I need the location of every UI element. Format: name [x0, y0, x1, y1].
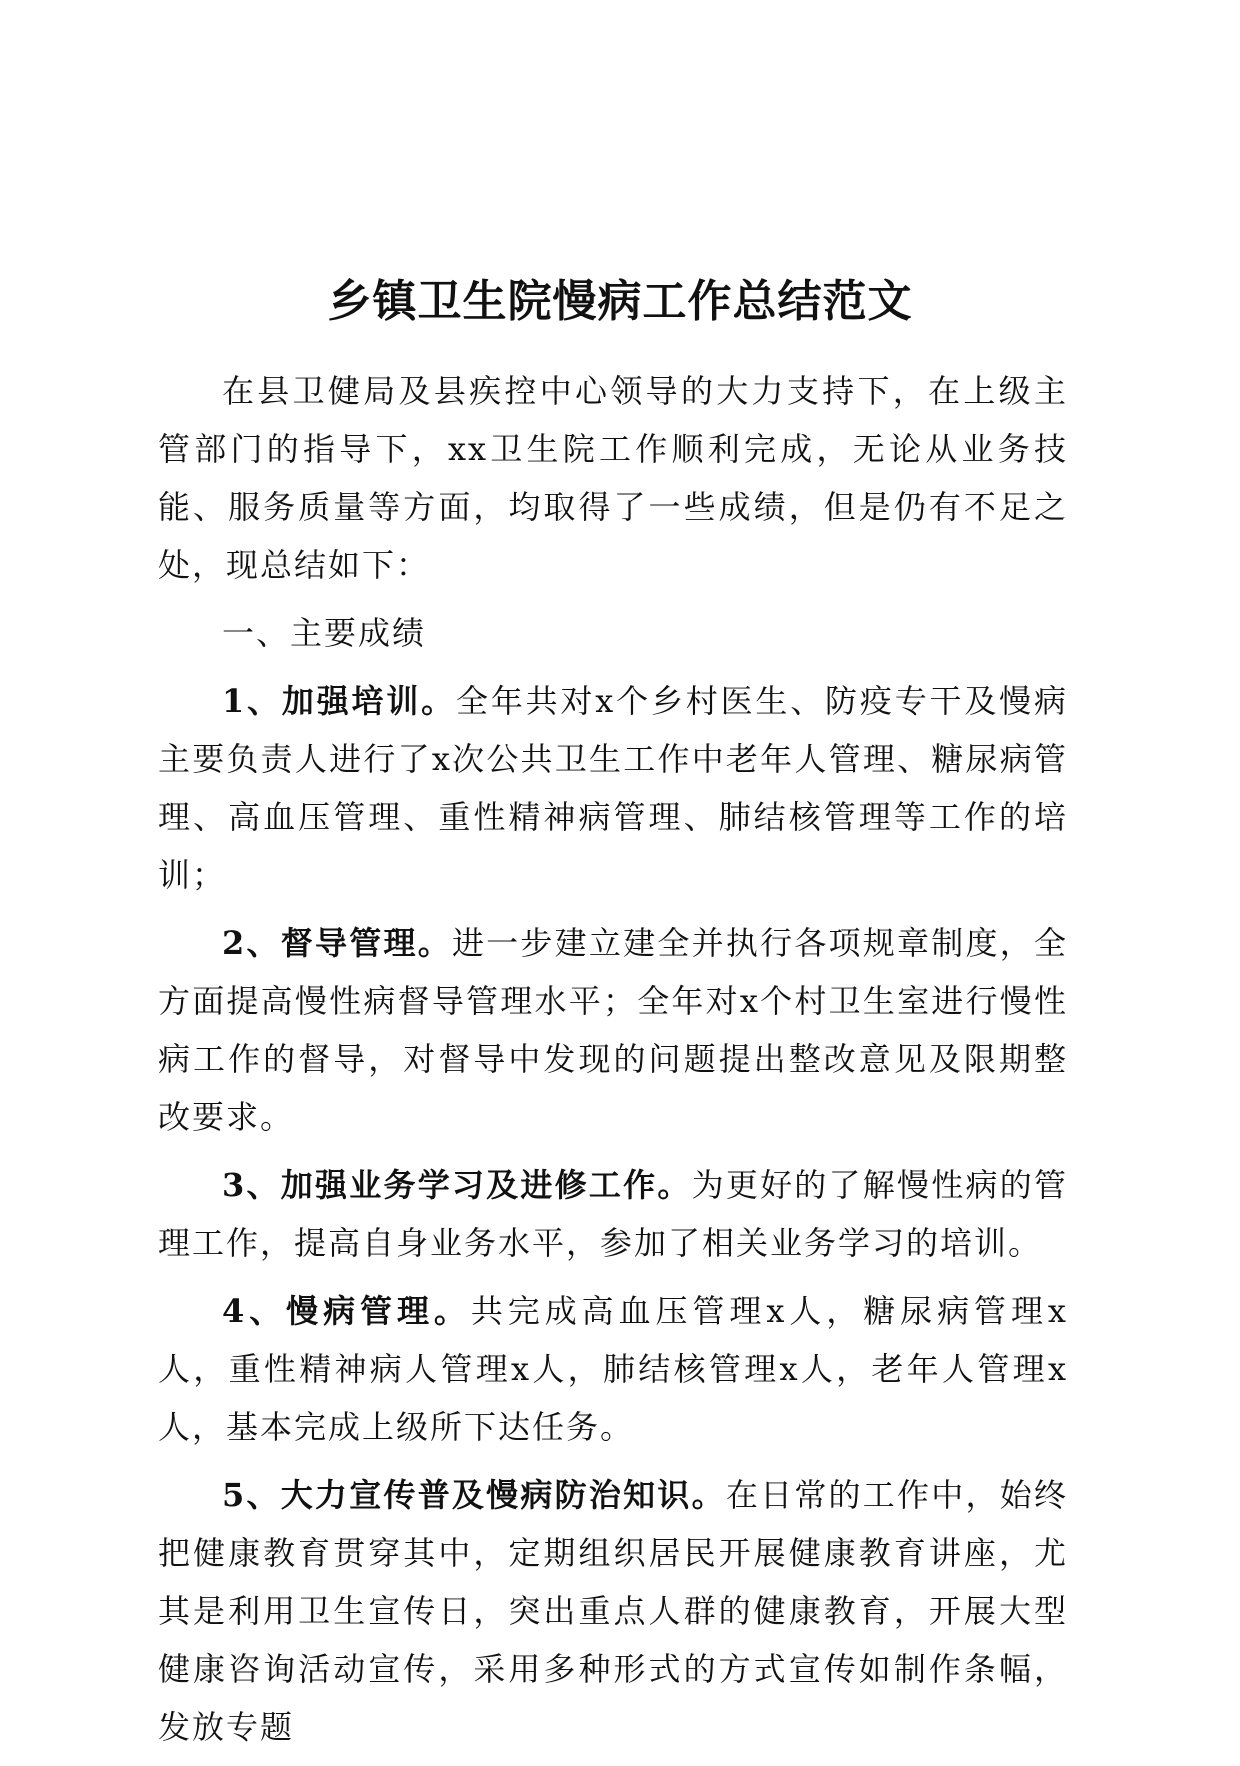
item-lead: 4、慢病管理。 [222, 1292, 471, 1330]
section-heading: 一、主要成绩 [222, 614, 427, 652]
item-text: 在日常的工作中，始终把健康教育贯穿其中，定期组织居民开展健康教育讲座，尤其是利用卫生宣传日，突出重点人群的健康教育，开展大型健康咨询活动宣传，采用多种形式的方式宣传如制作条幅，发放专题 [158, 1476, 1068, 1746]
intro-paragraph: 在县卫健局及县疾控中心领导的大力支持下，在上级主管部门的指导下，xx卫生院工作顺利完成，无论从业务技能、服务质量等方面，均取得了一些成绩，但是仍有不足之处，现总结如下： [158, 372, 1068, 584]
item-lead: 2、督导管理。 [222, 924, 452, 962]
document-body [158, 362, 1068, 1766]
item-lead: 5、大力宣传普及慢病防治知识。 [222, 1476, 726, 1514]
item-text: 为更好的了解慢性病的管理工作，提高自身业务水平，参加了相关业务学习的培训。 [158, 1166, 1068, 1262]
item-paragraph-3 [158, 1156, 1068, 1272]
item-text: 共完成高血压管理x人，糖尿病管理x人，重性精神病人管理x人，肺结核管理x人，老年人管理x人，基本完成上级所下达任务。 [158, 1292, 1068, 1446]
item-paragraph-4 [158, 1282, 1068, 1456]
document-title: 乡镇卫生院慢病工作总结范文 [327, 276, 913, 327]
item-paragraph-1 [158, 672, 1068, 904]
item-paragraph-5 [158, 1466, 1068, 1756]
item-text: 全年共对x个乡村医生、防疫专干及慢病主要负责人进行了x次公共卫生工作中老年人管理、糖尿病管理、高血压管理、重性精神病管理、肺结核管理等工作的培训； [158, 682, 1068, 894]
item-lead: 1、加强培训。 [222, 682, 456, 720]
item-lead: 3、加强业务学习及进修工作。 [222, 1166, 692, 1204]
item-text: 进一步建立建全并执行各项规章制度，全方面提高慢性病督导管理水平；全年对x个村卫生室进行慢性病工作的督导，对督导中发现的问题提出整改意见及限期整改要求。 [158, 924, 1068, 1136]
item-paragraph-2 [158, 914, 1068, 1146]
